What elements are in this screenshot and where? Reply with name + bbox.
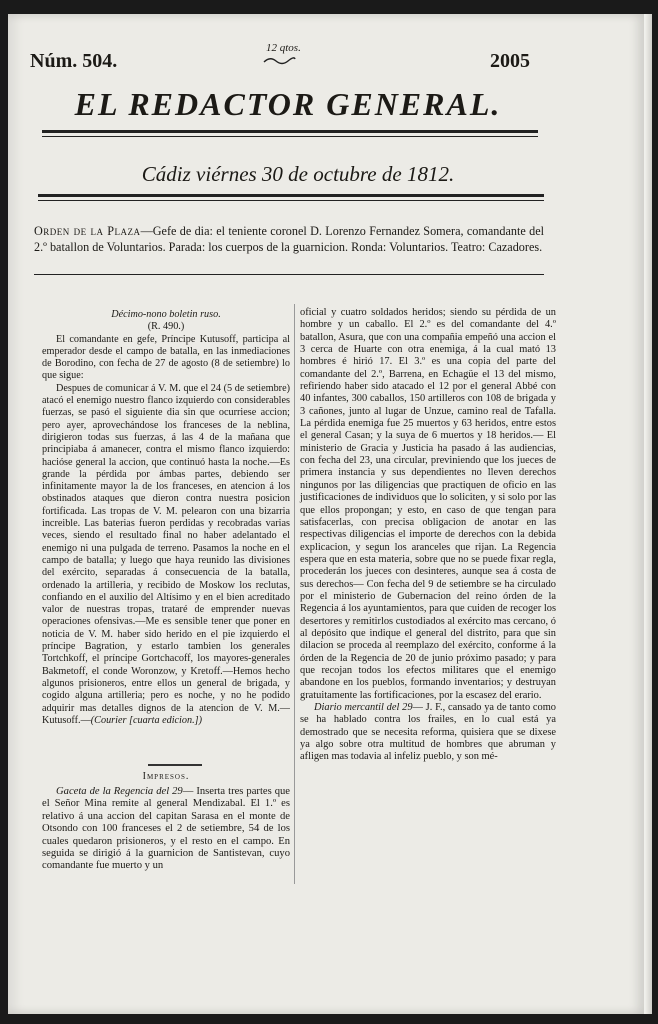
price-note: 12 qtos. <box>266 42 301 54</box>
right-paragraph: oficial y cuatro soldados heridos; siendo su pérdida de un hombre y un caballo. El 2.º es del comandante del 4.º batallon, Asura, que con una compañia empeñó una accion el 3 cerca de Huarte con otra enemiga, á la cual mató 13 hombres é hirió 17. El 3.º es una copia del parte del comandante del 2.º, Barrena, en Echagüe el 13 del mismo, refiriendo haber sido atacado el 12 por el general Abbé con 40 infantes, 300 caballos, 150 artilleros con 108 de brigada y 3 cañones, junto al lugar de Unzue, camino real de Tafalla. La pérdida enemiga fue 25 muertos y 63 heridos, entre estos el general Casan; y la suya de 6 muertos y 18 heridos.— El ministerio de Gracia y Justicia ha pasado á las audiencias, con fecha del 23, una circular, previniendo que los jueces de primera instancia y sus dependientes no lleven derechos ningunos por las diligencias que practiquen de oficio en las justificaciones de individuos que lo soliciten, y si solo por las que ellos propongan; y esto, en caso de que tengan para satisfacerlas, con precisa obligacion de anotar en las respectivas diligencias el importe de derechos con la debida explicacion, y segun los aranceles que rijan. La Regencia espera que en esta materia, sobre que no se puede fixar regla, procederán los jueces con desinteres, aunque sea á costa de sus derechos— Con fecha del 9 de setiembre se ha circulado por el ministerio de Gubernacion del reino órden de la Regencia á los ayuntamientos, para que cuiden de recoger los desertores y remitirlos custodiados al exército mas cercano, ó al depósito que indique el general del distrito, para que sin dilacion se proceda al reemplazo del exército, conforme á la órden de la Regencia de 20 de junio próximo pasado; y para que recojan todos los efectos militares que el enemigo abandone en los pueblos, formando inventarios; y destruyan gratuitamente las fortificaciones, por la escasez del erario. <box>300 307 556 701</box>
issue-number: Núm. 504. <box>30 50 118 72</box>
orden-text: —Gefe de dia: el teniente coronel D. Lorenzo Fernandez Somera, comandante del 2.º batallon de Voluntarios. Parada: los cuerpos de la guarnicion. Ronda: Voluntarios. Teatro: Cazadores. <box>34 224 544 254</box>
dateline: Cádiz viérnes 30 de octubre de 1812. <box>141 162 455 186</box>
gaceta-column <box>42 786 290 873</box>
diario-text: — J. F., cansado ya de tanto como se ha hablado contra los frailes, en lo cual está ya demostrado que se necesita reforma, quisiera que se dixese ya algo sobre otra multitud de hombres que abruman y afligen mas todavia al infeliz pueblo, y son mé- <box>300 702 556 763</box>
bulletin-subheading: (R. 490.) <box>147 321 185 333</box>
orden-de-la-plaza <box>34 224 544 255</box>
bulletin-heading: Décimo-nono boletin ruso. <box>111 309 221 320</box>
right-column <box>300 307 556 764</box>
bulletin-column <box>42 309 290 727</box>
diario-title: Diario mercantil del 29 <box>314 702 413 713</box>
diario-paragraph <box>300 702 556 764</box>
impresos-rule <box>148 764 202 766</box>
masthead-title: EL REDACTOR GENERAL. <box>74 86 502 122</box>
orden-lead: Orden de la Plaza <box>34 224 141 238</box>
bulletin-body: Despues de comunicar á V. M. que el 24 (5 de setiembre) atacó el enemigo nuestro flanco izquierdo con considerables fuerzas, se pasó el siguiente dia sin que ocurriese accion; pero ayer, aprovechándose los franceses de la neblina, dirigieron todas sus fuerzas, á las 4 de la mañana que principiaba á amanecer, contra el mismo flanco izquierdo: hacióse general la accion, que continuó hasta la noche.—Es grande la pérdida por ámbas partes, debiendo ser infinitamente mayor la de los franceses, en atencion á los obstinados ataques que dieron contra nuestra posicion fortificada. Las tropas de V. M. pelearon con una bizarria increible. Las baterias fueron perdidas y recobradas varias veces, siendo el resultado final no haber adelantado el enemigo ni una pulgada de terreno. Pasamos la noche en el campo de batalla; y luego que haya reunido las divisiones del exército, separadas á consecuencia de la batalla, ordenado la artilleria, y recibido de Moskow los reclutas, confiando en el auxilio del Altísimo y en el bien acreditado valor de nuestras tropas, trataré de emprender nuevas operaciones ofensivas.—Me es sensible tener que poner en noticia de V. M. haber sido herido en el pie izquierdo el príncipe Bagration, y estarlo tambien los generales Tortchkoff, el príncipe Gortchacoff, los mayores-generales Bakmetoff, el conde Woronzow, y Kretoff.—Hemos hecho algunos prisioneros, entre ellos un general de brigada, y cogido alguna artilleria; pero es noche, y no he podido adquirir mas detalles dignos de la atencion de V. M.—Kutusoff.— <box>42 382 290 726</box>
masthead-rule <box>42 130 538 133</box>
page-number: 2005 <box>490 50 530 72</box>
gaceta-paragraph <box>42 786 290 873</box>
gaceta-title: Gaceta de la Regencia del 29 <box>56 786 183 797</box>
column-divider <box>294 304 295 884</box>
masthead-rule-thin <box>42 136 538 137</box>
bulletin-paragraph: El comandante en gefe, Príncipe Kutusoff, participa al emperador desde el campo de batalla, en las inmediaciones de Borodino, con fecha de 27 de agosto (8 de setiembre) lo que sigue: <box>42 333 290 382</box>
dateline-rule-thin <box>38 200 544 201</box>
impresos-heading: Impresos. <box>142 771 190 782</box>
bulletin-paragraph <box>42 383 290 727</box>
gaceta-text: — Inserta tres partes que el Señor Mina remite al general Mendizabal. El 1.º es relativo á una accion del capitan Sarasa en el monte de Otsondo con 100 franceses el 2 de setiembre, 54 de los cuales quedaron prisioneros, y el resto en el campo. En seguida se dirigió á la guarnicion de Santistevan, cuyo comandante fue muerto y un <box>42 786 290 872</box>
section-rule <box>34 274 544 275</box>
newspaper-page <box>8 14 644 1014</box>
dateline-rule <box>38 194 544 197</box>
bulletin-source: (Courier [cuarta edicion.]) <box>90 714 202 726</box>
ornament-swash <box>262 56 296 66</box>
